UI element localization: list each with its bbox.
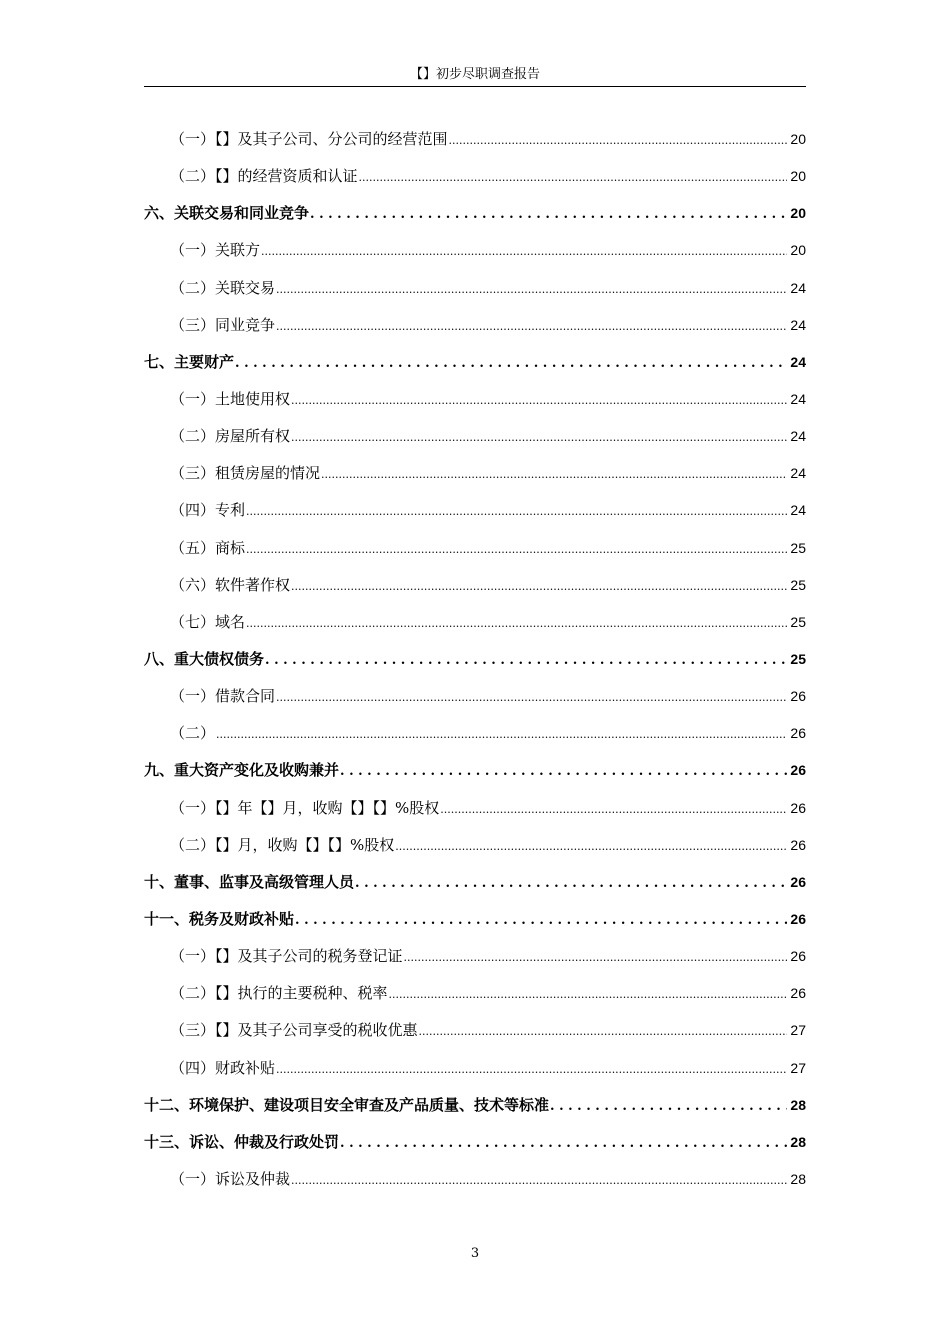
toc-subsection-entry[interactable] [144, 232, 806, 269]
toc-entry-title: （一）借款合同 [170, 687, 276, 706]
toc-entry-title: 十一、税务及财政补贴 [144, 909, 295, 928]
toc-subsection-entry[interactable] [144, 604, 806, 641]
dot-leader [295, 901, 787, 939]
toc-entry-page-number: 26 [790, 910, 806, 927]
toc-section-entry[interactable] [144, 864, 806, 901]
toc-entry-page-number: 20 [790, 242, 806, 259]
toc-subsection-entry[interactable] [144, 418, 806, 455]
toc-entry-title: （六）软件著作权 [170, 575, 291, 594]
dot-leader [419, 1012, 788, 1050]
toc-entry-page-number: 26 [790, 799, 806, 816]
dot-leader [246, 604, 787, 642]
toc-entry-page-number: 28 [790, 1133, 806, 1150]
dot-leader [291, 567, 787, 605]
toc-subsection-entry[interactable] [144, 1050, 806, 1087]
toc-entry-title: （三）租赁房屋的情况 [170, 464, 321, 483]
page-number: 3 [470, 1246, 480, 1261]
dot-leader [265, 641, 787, 679]
toc-subsection-entry[interactable] [144, 975, 806, 1012]
toc-section-entry[interactable] [144, 641, 806, 678]
toc-entry-page-number: 24 [790, 353, 806, 370]
toc-section-entry[interactable] [144, 1124, 806, 1161]
dot-leader [321, 455, 787, 493]
toc-entry-title: （二） [170, 724, 216, 743]
toc-subsection-entry[interactable] [144, 270, 806, 307]
toc-section-entry[interactable] [144, 901, 806, 938]
toc-entry-page-number: 24 [790, 316, 806, 333]
dot-leader [261, 232, 787, 270]
toc-entry-title: 六、关联交易和同业竞争 [144, 204, 310, 223]
toc-entry-title: （三）同业竞争 [170, 315, 276, 334]
dot-leader [404, 938, 788, 976]
toc-entry-page-number: 26 [790, 836, 806, 853]
dot-leader [310, 195, 787, 233]
toc-entry-page-number: 24 [790, 390, 806, 407]
toc-entry-title: （二）【】执行的主要税种、税率 [170, 984, 388, 1003]
toc-entry-title: （四）专利 [170, 501, 246, 520]
toc-entry-page-number: 20 [790, 168, 806, 185]
dot-leader [389, 975, 788, 1013]
toc-subsection-entry[interactable] [144, 1161, 806, 1198]
toc-entry-page-number: 20 [790, 131, 806, 147]
running-header: 【】初步尽职调查报告 [409, 67, 540, 82]
toc-entry-page-number: 27 [790, 1022, 806, 1039]
toc-subsection-entry[interactable] [144, 121, 806, 158]
toc-entry-title: （一）【】年【】月，收购【】【】%股权 [170, 798, 440, 817]
toc-entry-page-number: 24 [790, 428, 806, 445]
toc-entry-title: （二）房屋所有权 [170, 427, 291, 446]
toc-subsection-entry[interactable] [144, 1012, 806, 1049]
toc-entry-page-number: 24 [790, 465, 806, 482]
toc-section-entry[interactable] [144, 752, 806, 789]
toc-entry-page-number: 26 [790, 873, 806, 890]
dot-leader [246, 530, 787, 568]
toc-entry-title: （二）【】月，收购【】【】%股权 [170, 835, 395, 854]
toc-entry-title: （四）财政补贴 [170, 1058, 276, 1077]
toc-entry-title: 十二、环境保护、建设项目安全审查及产品质量、技术等标准 [144, 1095, 550, 1114]
dot-leader [550, 1087, 787, 1125]
toc-entry-page-number: 25 [790, 539, 806, 556]
toc-subsection-entry[interactable] [144, 492, 806, 529]
table-of-contents [144, 121, 806, 1198]
toc-entry-page-number: 28 [790, 1096, 806, 1113]
toc-section-entry[interactable] [144, 1087, 806, 1124]
dot-leader [235, 344, 787, 382]
dot-leader [395, 827, 787, 865]
toc-entry-title: （一）【】及其子公司、分公司的经营范围 [170, 130, 448, 148]
dot-leader [216, 715, 787, 753]
toc-subsection-entry[interactable] [144, 381, 806, 418]
toc-entry-title: （二）关联交易 [170, 278, 276, 297]
toc-entry-title: 十三、诉讼、仲裁及行政处罚 [144, 1132, 340, 1151]
toc-entry-title: （二）【】的经营资质和认证 [170, 167, 358, 186]
toc-entry-title: （一）土地使用权 [170, 389, 291, 408]
toc-entry-title: 九、重大资产变化及收购兼并 [144, 761, 340, 780]
toc-entry-title: 十、董事、监事及高级管理人员 [144, 872, 355, 891]
toc-subsection-entry[interactable] [144, 938, 806, 975]
toc-entry-page-number: 25 [790, 576, 806, 593]
toc-subsection-entry[interactable] [144, 455, 806, 492]
toc-entry-page-number: 24 [790, 502, 806, 519]
toc-section-entry[interactable] [144, 344, 806, 381]
toc-section-entry[interactable] [144, 195, 806, 232]
toc-entry-title: 八、重大债权债务 [144, 649, 265, 668]
toc-entry-page-number: 26 [790, 985, 806, 1002]
toc-entry-page-number: 26 [790, 688, 806, 705]
dot-leader [276, 307, 787, 345]
dot-leader [276, 678, 787, 716]
toc-entry-title: （五）商标 [170, 538, 246, 557]
toc-entry-page-number: 26 [790, 948, 806, 965]
dot-leader [440, 790, 787, 828]
toc-entry-page-number: 26 [790, 762, 806, 779]
dot-leader [246, 492, 787, 530]
dot-leader [359, 158, 788, 196]
toc-entry-page-number: 27 [790, 1059, 806, 1076]
toc-subsection-entry[interactable] [144, 827, 806, 864]
toc-entry-page-number: 24 [790, 279, 806, 296]
dot-leader [276, 270, 787, 308]
dot-leader [291, 418, 787, 456]
toc-subsection-entry[interactable] [144, 307, 806, 344]
dot-leader [276, 1050, 787, 1088]
toc-subsection-entry[interactable] [144, 678, 806, 715]
toc-entry-page-number: 20 [790, 205, 806, 222]
toc-subsection-entry[interactable] [144, 158, 806, 195]
toc-entry-title: （七）域名 [170, 612, 246, 631]
toc-entry-title: （一）【】及其子公司的税务登记证 [170, 947, 403, 966]
header-rule [144, 86, 806, 87]
toc-subsection-entry[interactable] [144, 715, 806, 752]
dot-leader [340, 1124, 787, 1162]
toc-entry-page-number: 25 [790, 613, 806, 630]
dot-leader [291, 1161, 787, 1199]
dot-leader [340, 752, 787, 790]
dot-leader [291, 381, 787, 419]
toc-entry-title: 七、主要财产 [144, 352, 235, 371]
toc-subsection-entry[interactable] [144, 530, 806, 567]
toc-entry-page-number: 25 [790, 650, 806, 667]
toc-entry-title: （一）关联方 [170, 241, 261, 260]
dot-leader [355, 864, 787, 902]
toc-subsection-entry[interactable] [144, 567, 806, 604]
toc-entry-page-number: 28 [790, 1170, 806, 1187]
dot-leader [449, 121, 788, 159]
toc-entry-title: （一）诉讼及仲裁 [170, 1169, 291, 1188]
toc-subsection-entry[interactable] [144, 790, 806, 827]
toc-entry-page-number: 26 [790, 725, 806, 742]
toc-entry-title: （三）【】及其子公司享受的税收优惠 [170, 1021, 418, 1040]
